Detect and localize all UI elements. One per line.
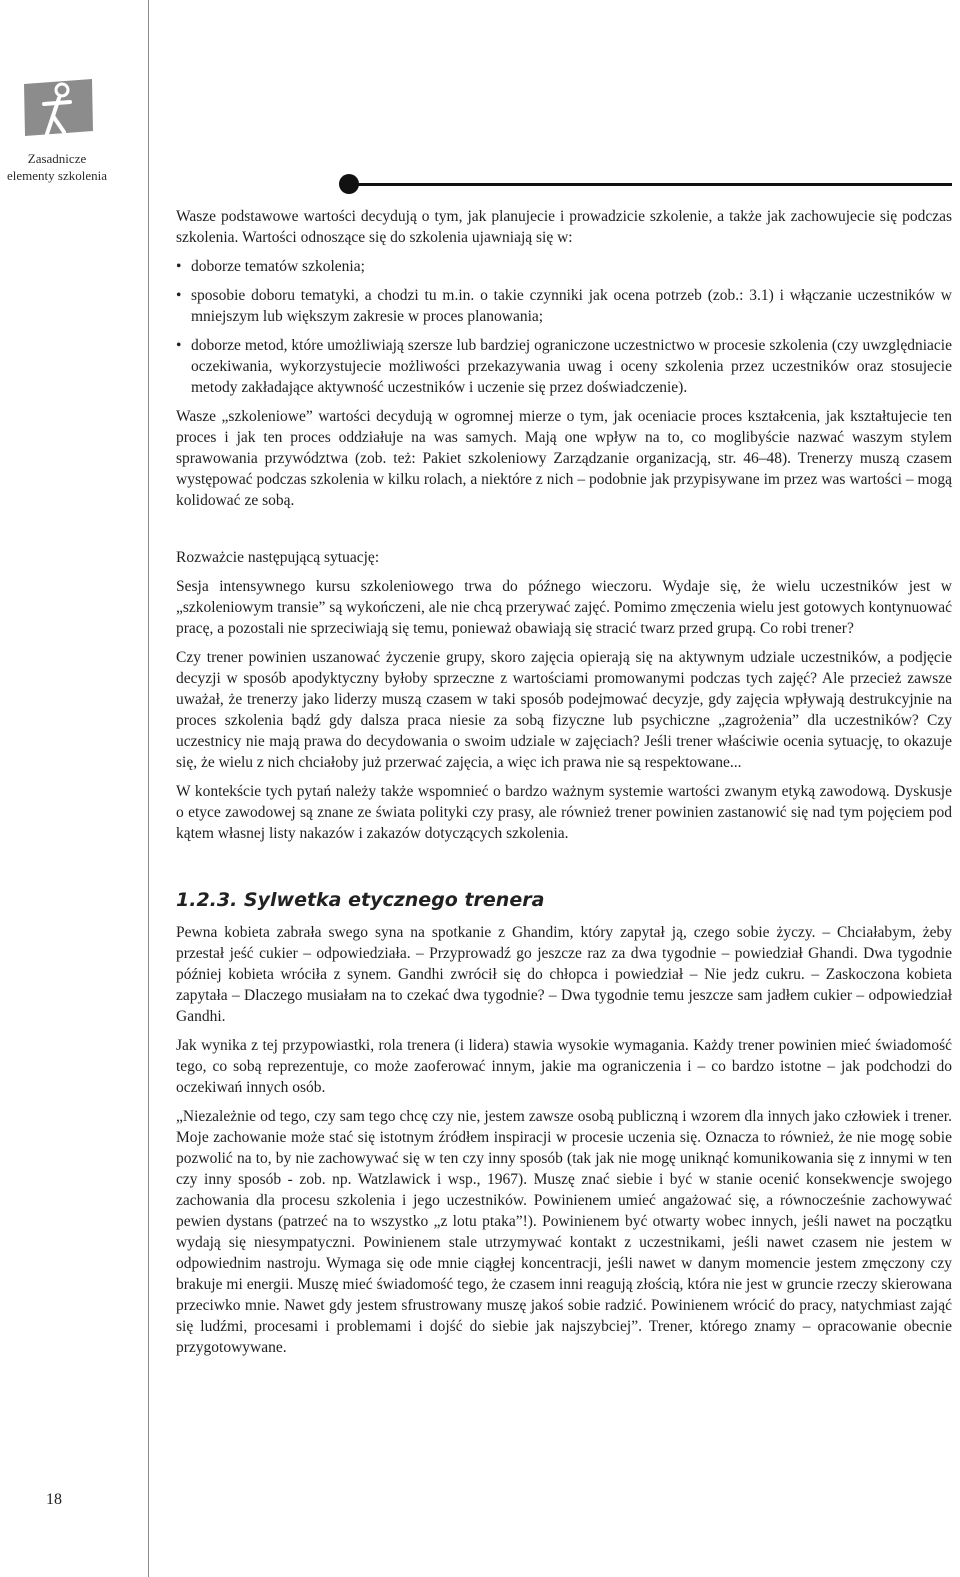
list-item: • sposobie doboru tematyki, a chodzi tu m.in. o takie czynniki jak ocena potrzeb (zob.: 3.1) i włączanie uczestników w mniejszym lub większym zakresie w proces planowania;: [176, 285, 952, 327]
intro-paragraph: Wasze podstawowe wartości decydują o tym, jak planujecie i prowadzicie szkolenie, a także jak zachowujecie się podczas szkolenia. Wartości odnoszące się do szkolenia ujawniają się w:: [176, 208, 952, 246]
margin-divider: [148, 0, 149, 1577]
main-content: [176, 206, 952, 1366]
list-item: • doborze tematów szkolenia;: [176, 256, 952, 277]
dilemma-paragraph: Czy trener powinien uszanować życzenie grupy, skoro zajęcia opierają się na aktywnym udziale uczestników, a podjęcie decyzji w sposób apodyktyczny byłoby sprzeczne z wartościami promowanymi podczas tych zajęć? Ale przecież zawsze uważał, że trenerzy jako liderzy muszą czasem w taki sposób podejmować decyzje, gdy zajęcia wpływają destrukcyjnie na proces szkolenia bądź gdy dalsza praca niesie za sobą fizyczne lub psychiczne „zagrożenia” dla uczestników? Czy uczestnicy nie mają prawa do decydowania o swoim udziale w zajęciach? Jeśli trener właściwie ocenia sytuację, to okazuje się, że wielu z nich chciałoby już przerwać zajęcia, a więc ich prawa nie są respektowane...: [176, 649, 952, 771]
story-paragraph: Pewna kobieta zabrała swego syna na spotkanie z Ghandim, który zapytał ją, czego sobie życzy. – Chciałabym, żeby przestał jeść cukier – odpowiedziała. – Przyprowadź go jeszcze raz za dwa tygodnie – powiedział Ghandi. Dwa tygodnie później kobieta wróciła z synem. Gandhi zwrócił się do chłopca i powiedział – Nie jedz cukru. – Zaskoczona kobieta zapytała – Dlaczego musiałam na to czekać dwa tygodnie? – Dwa tygodnie temu jeszcze sam jadłem cukier – odpowiedział Gandhi.: [176, 924, 952, 1025]
section-heading: 1.2.3. Sylwetka etycznego trenera: [176, 889, 545, 911]
ethics-paragraph: W kontekście tych pytań należy także wspomnieć o bardzo ważnym systemie wartości zwanym etyką zawodową. Dyskusje o etyce zawodowej są znane ze świata polityki czy prasy, ale również trener powinien zastanowić się nad tym pojęciem pod kątem własnej listy nakazów i zakazów dotyczących szkolenia.: [176, 783, 952, 842]
values-paragraph: Wasze „szkoleniowe” wartości decydują w ogromnej mierze o tym, jak oceniacie proces kształcenia, jak kształtujecie ten proces i jak ten proces oddziałuje na was samych. Mają one wpływ na to, co moglibyście nazwać waszym stylem sprawowania przywództwa (zob. też: Pakiet szkoleniowy Zarządzanie organizacją, str. 46–48). Trenerzy muszą czasem występować podczas szkolenia w kilku rolach, a niektóre z nich – podobnie jak przypisywane im przez was wartości – mogą kolidować ze sobą.: [176, 408, 952, 509]
values-list: [176, 256, 952, 398]
list-item: • doborze metod, które umożliwiają szersze lub bardziej ograniczone uczestnictwo w procesie szkolenia (czy uwzględniacie oczekiwania, wykorzystujecie możliwości przekazywania uwag i oceny szkolenia przez uczestników oraz stosujecie metody zakładające aktywność uczestników i uczenie się przez doświadczenie).: [176, 335, 952, 398]
chapter-caption-line1: Zasadnicze: [27, 151, 87, 166]
chapter-caption: [0, 150, 114, 184]
section-rule-line: [350, 183, 952, 186]
moral-paragraph: Jak wynika z tej przypowiastki, rola trenera (i lidera) stawia wysokie wymagania. Każdy trener powinien mieć świadomość tego, co sobą reprezentuje, co może zaoferować innym, jakie ma ograniczenia i – co bardzo istotne – jak podchodzi do oczekiwań innych osób.: [176, 1037, 952, 1096]
situation-prompt: Rozważcie następującą sytuację:: [176, 549, 380, 566]
situation-paragraph: Sesja intensywnego kursu szkoleniowego trwa do późnego wieczoru. Wydaje się, że wielu uczestników jest w „szkoleniowym transie” są wykończeni, ale nie chcą przerywać zajęć. Pomimo zmęczenia wielu jest gotowych kontynuować pracę, a pozostali nie sprzeciwiają się temu, ponieważ obawiają się stracić twarz przed grupą. Co robi trener?: [176, 578, 952, 637]
chapter-caption-line2: elementy szkolenia: [7, 168, 107, 183]
quote-paragraph: „Niezależnie od tego, czy sam tego chcę czy nie, jestem zawsze osobą publiczną i wzorem dla innych jako człowiek i trener. Moje zachowanie może stać się istotnym źródłem inspiracji w procesie uczenia się. Oznacza to również, że nie mogę sobie pozwolić na to, by nie zachowywać się w ten czy inny sposób (tak jak nie mogę uniknąć komunikowania się z innymi w ten czy inny sposób - zob. np. Watzlawick i wsp., 1967). Muszę znać siebie i być w stanie ocenić konsekwencje swojego zachowania dla procesu szkolenia i jego uczestników. Powinienem umieć angażować się, a równocześnie zachowywać pewien dystans (patrzeć na to wszystko „z lotu ptaka”!). Powinienem być otwarty wobec innych, jeśli nawet na początku wydają się niesympatyczni. Powinienem stale utrzymywać kontakt z uczestnikami, jeśli nawet czasem nie jestem w odpowiednim nastroju. Wymaga się ode mnie ciągłej koncentracji, jeśli nawet w danym momencie jestem zmęczony czy brakuje mi energii. Muszę mieć świadomość tego, że czasem inni reagują złością, która nie jest w gruncie rzeczy skierowana przeciwko mnie. Nawet gdy jestem sfrustrowany muszę jakoś sobie radzić. Powinienem wrócić do pracy, natychmiast zająć się ludźmi, procesami i problemami i dojść do siebie jak najszybciej”. Trener, którego znamy – opracowanie obecnie przygotowywane.: [176, 1108, 952, 1356]
stick-figure-flag-icon: [20, 76, 96, 142]
page-number: 18: [46, 1491, 62, 1508]
